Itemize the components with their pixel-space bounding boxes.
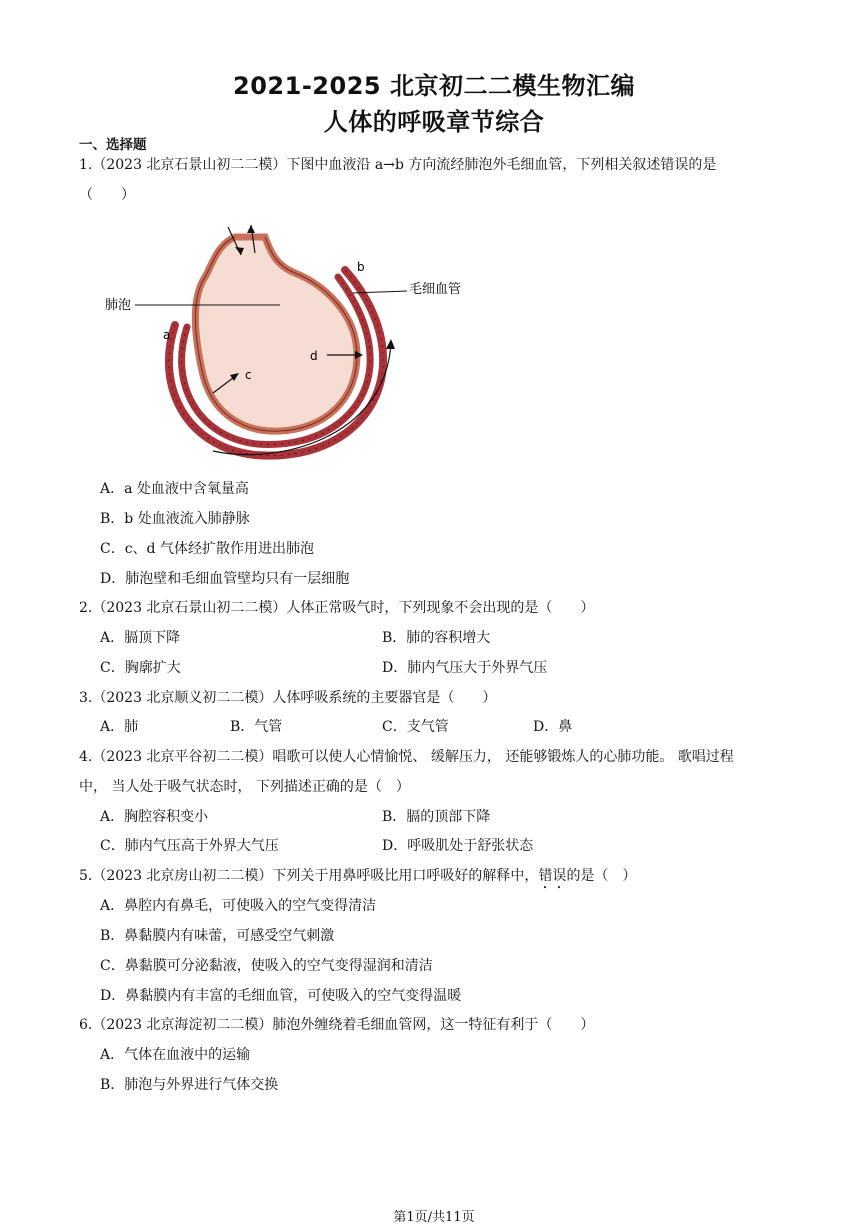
q4-option-d: D．呼吸肌处于舒张状态 [382, 838, 534, 854]
label-b: b [357, 260, 365, 274]
page-number: 第1页/共11页 [393, 1210, 475, 1225]
q6-option-b: B．肺泡与外界进行气体交换 [100, 1077, 279, 1093]
q4-stem-line2: 中， 当人处于吸气状态时， 下列描述正确的是（ ） [79, 779, 410, 795]
q4-stem-line1: 4.（2023 北京平谷初二二模）唱歌可以使人心情愉悦、 缓解压力， 还能够锻炼人的心肺功能。 歌唱过程 [79, 749, 734, 765]
alveolus-sac [195, 237, 357, 431]
section-heading: 一、选择题 [79, 137, 147, 153]
q5-option-d: D．鼻黏膜内有丰富的毛细血管，可使吸入的空气变得温暖 [100, 988, 462, 1004]
q2-option-c: C．胸廓扩大 [100, 660, 181, 676]
label-d: d [310, 349, 318, 363]
q5-stem-before: 5.（2023 北京房山初二二模）下列关于用鼻呼吸比用口呼吸好的解释中， [79, 868, 539, 884]
q2-option-a: A．膈顶下降 [100, 630, 181, 646]
q5-stem-emphasis: 错误 [538, 868, 567, 884]
label-c: c [245, 368, 252, 382]
q6-stem: 6.（2023 北京海淀初二二模）肺泡外缠绕着毛细血管网，这一特征有利于（ ） [79, 1017, 595, 1033]
capillary-label: 毛细血管 [409, 282, 462, 297]
q2-stem: 2.（2023 北京石景山初二二模）人体正常吸气时，下列现象不会出现的是（ ） [79, 600, 595, 616]
q3-option-b: B．气管 [230, 719, 283, 735]
alveolus-diagram [95, 215, 475, 465]
q1-option-c: C．c、d 气体经扩散作用进出肺泡 [100, 541, 314, 557]
document-subtitle: 人体的呼吸章节综合 [323, 108, 545, 136]
q1-option-d: D．肺泡壁和毛细血管壁均只有一层细胞 [100, 571, 350, 587]
q3-option-d: D．鼻 [533, 719, 573, 735]
q3-stem: 3.（2023 北京顺义初二二模）人体呼吸系统的主要器官是（ ） [79, 690, 497, 706]
q5-option-a: A．鼻腔内有鼻毛，可使吸入的空气变得清洁 [100, 898, 377, 914]
q2-option-b: B．肺的容积增大 [382, 630, 491, 646]
q1-option-a: A．a 处血液中含氧量高 [100, 481, 249, 497]
q4-option-a: A．胸腔容积变小 [100, 809, 209, 825]
q4-option-b: B．膈的顶部下降 [382, 809, 491, 825]
alveolus-label: 肺泡 [105, 298, 132, 313]
q5-option-c: C．鼻黏膜可分泌黏液，使吸入的空气变得湿润和清洁 [100, 958, 433, 974]
q6-option-a: A．气体在血液中的运输 [100, 1047, 251, 1063]
q3-option-c: C．支气管 [382, 719, 449, 735]
label-a: a [163, 328, 171, 342]
q4-option-c: C．肺内气压高于外界大气压 [100, 838, 279, 854]
q5-stem-after: 的是（ ） [566, 868, 637, 884]
q2-option-d: D．肺内气压大于外界气压 [382, 660, 548, 676]
q5-option-b: B．鼻黏膜内有味蕾，可感受空气刺激 [100, 928, 335, 944]
q1-stem-line2: （ ） [79, 187, 135, 203]
q5-stem [79, 867, 636, 892]
document-title: 2021-2025 北京初二二模生物汇编 [233, 72, 635, 100]
q3-option-a: A．肺 [100, 719, 139, 735]
q1-stem-line1: 1.（2023 北京石景山初二二模）下图中血液沿 a→b 方向流经肺泡外毛细血管，下列相关叙述错误的是 [79, 157, 717, 173]
q1-option-b: B．b 处血液流入肺静脉 [100, 511, 250, 527]
